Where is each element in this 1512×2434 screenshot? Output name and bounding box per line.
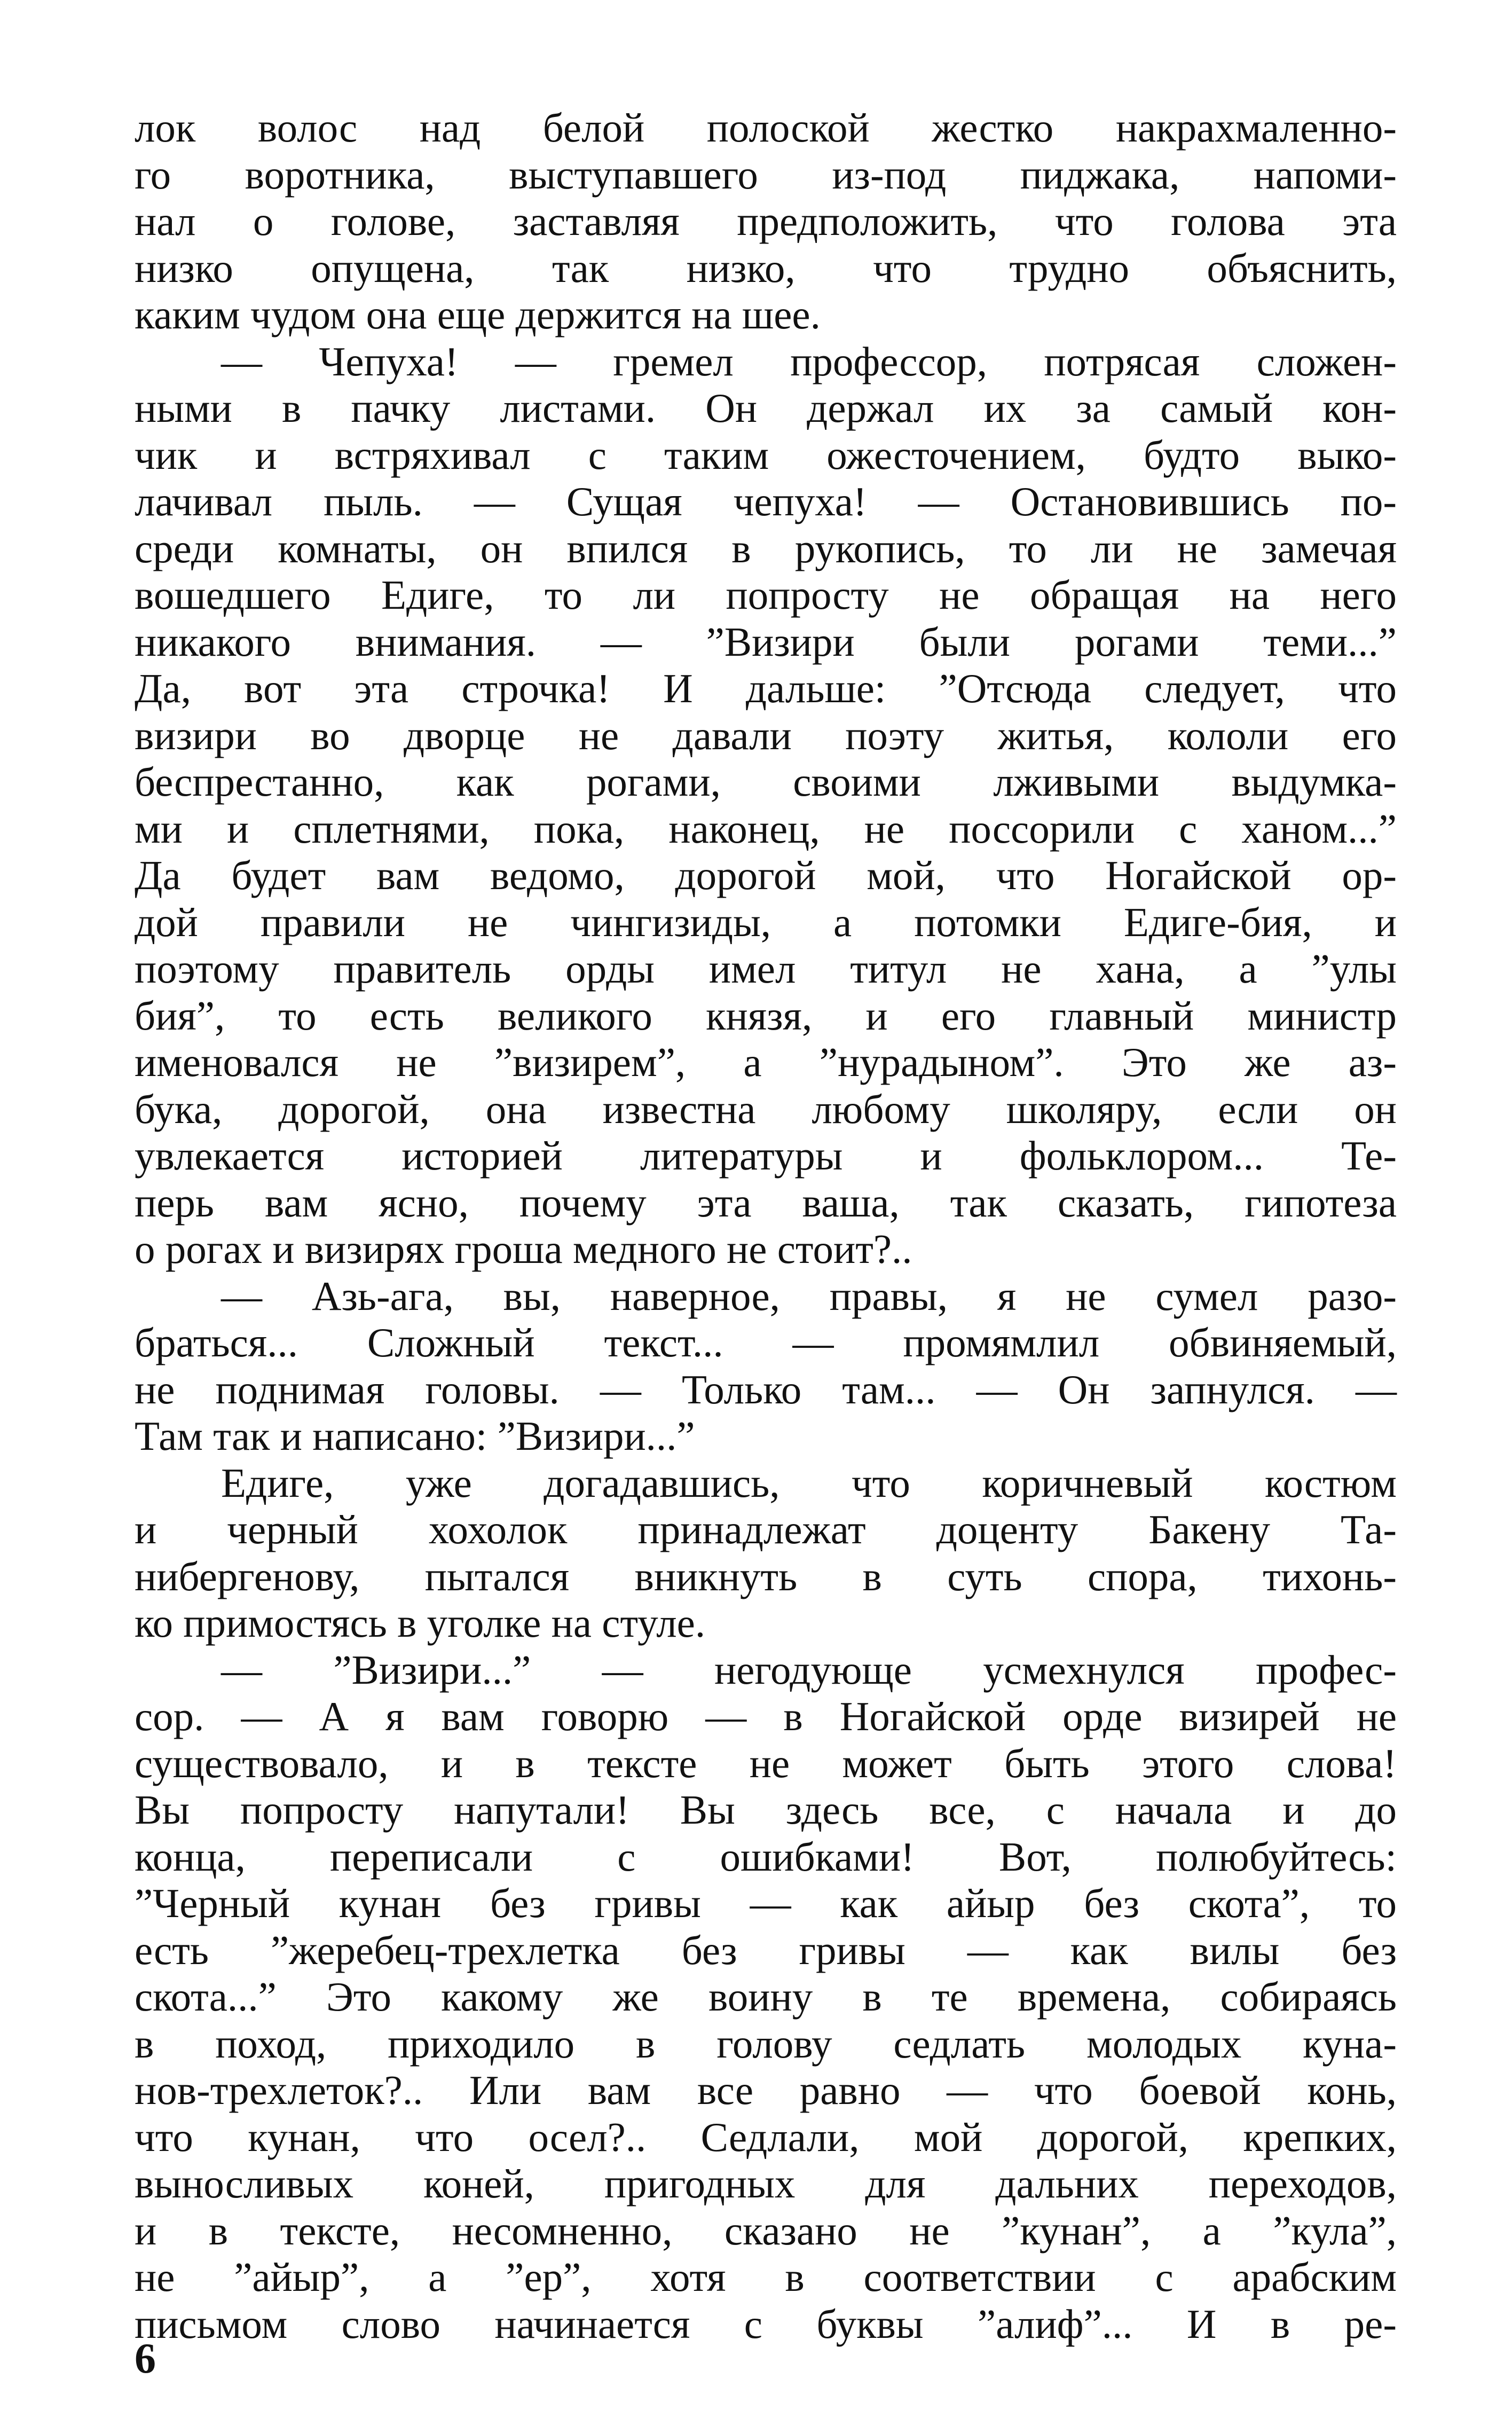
text-line: нал о голове, заставляя предположить, что голова эта [135, 198, 1397, 244]
text-line: не поднимая головы. — Только там... — Он запнулся. — [135, 1366, 1397, 1412]
text-line: письмом слово начинается с буквы ”алиф”... И в ре- [135, 2300, 1397, 2347]
text-line: чик и встряхивал с таким ожесточением, будто выко- [135, 431, 1397, 478]
text-line: поэтому правитель орды имел титул не хана, а ”улы [135, 946, 1397, 992]
text-line: Там так и написано: ”Визири...” [135, 1413, 695, 1459]
text-line: существовало, и в тексте не может быть этого слова! [135, 1740, 1397, 1786]
text-line: Вы попросту напутали! Вы здесь все, с начала и до [135, 1787, 1397, 1833]
text-line: Да, вот эта строчка! И дальше: ”Отсюда следует, что [135, 665, 1397, 711]
text-line: вошедшего Едиге, то ли попросту не обращая на него [135, 572, 1397, 618]
text-line: Да будет вам ведомо, дорогой мой, что Ногайской ор- [135, 852, 1397, 898]
text-line: го воротника, выступавшего из-под пиджака, напоми- [135, 151, 1397, 198]
text-line: лачивал пыль. — Сущая чепуха! — Остановившись по- [135, 478, 1397, 524]
text-line: беспрестанно, как рогами, своими лживыми выдумка- [135, 759, 1397, 805]
text-line: что кунан, что осел?.. Седлали, мой дорогой, крепких, [135, 2114, 1397, 2160]
text-line: каким чудом она еще держится на шее. [135, 292, 821, 337]
text-line: ко примостясь в уголке на стуле. [135, 1600, 706, 1646]
text-line: и черный хохолок принадлежат доценту Бакену Та- [135, 1506, 1397, 1552]
text-line: никакого внимания. — ”Визири были рогами теми...” [135, 618, 1397, 665]
text-line: бука, дорогой, она известна любому школяру, если он [135, 1086, 1397, 1132]
text-line: — Азь-ага, вы, наверное, правы, я не сумел разо- [221, 1273, 1397, 1319]
text-line: скота...” Это какому же воину в те времена, собираясь [135, 1974, 1397, 2020]
text-line: есть ”жеребец-трехлетка без гривы — как вилы без [135, 1927, 1397, 1973]
text-line: лок волос над белой полоской жестко накрахмаленно- [135, 105, 1397, 151]
text-line: именовался не ”визирем”, а ”нурадыном”. Это же аз- [135, 1039, 1397, 1085]
text-line: ”Черный кунан без гривы — как айыр без скота”, то [135, 1880, 1397, 1926]
text-line: браться... Сложный текст... — промямлил обвиняемый, [135, 1320, 1397, 1365]
text-line: — ”Визири...” — негодующе усмехнулся профес- [221, 1646, 1397, 1693]
text-line: нибергенову, пытался вникнуть в суть спора, тихонь- [135, 1553, 1397, 1599]
text-line: увлекается историей литературы и фольклором... Те- [135, 1133, 1397, 1179]
text-line: ными в пачку листами. Он держал их за самый кон- [135, 385, 1397, 431]
text-line: — Чепуха! — гремел профессор, потрясая сложен- [221, 338, 1397, 384]
text-line: низко опущена, так низко, что трудно объяснить, [135, 245, 1397, 291]
text-line: выносливых коней, пригодных для дальних переходов, [135, 2161, 1397, 2207]
text-line: среди комнаты, он впился в рукопись, то ли не замечая [135, 525, 1397, 571]
page-number: 6 [135, 2335, 156, 2382]
text-line: о рогах и визирях гроша медного не стоит?.. [135, 1226, 912, 1272]
text-line: нов-трехлеток?.. Или вам все равно — что боевой конь, [135, 2067, 1397, 2113]
text-line: перь вам ясно, почему эта ваша, так сказать, гипотеза [135, 1179, 1397, 1226]
text-line: и в тексте, несомненно, сказано не ”кунан”, а ”кула”, [135, 2207, 1397, 2254]
text-line: конца, переписали с ошибками! Вот, полюбуйтесь: [135, 1833, 1397, 1880]
text-line: не ”айыр”, а ”ер”, хотя в соответствии с арабским [135, 2254, 1397, 2300]
text-line: ми и сплетнями, пока, наконец, не поссорили с ханом...” [135, 805, 1397, 852]
text-line: Едиге, уже догадавшись, что коричневый костюм [221, 1459, 1397, 1506]
page-text-block [135, 105, 1397, 2347]
text-line: в поход, приходило в голову седлать молодых куна- [135, 2020, 1397, 2067]
text-line: сор. — А я вам говорю — в Ногайской орде визирей не [135, 1693, 1397, 1739]
text-line: дой правили не чингизиды, а потомки Едиге-бия, и [135, 899, 1397, 945]
text-line: бия”, то есть великого князя, и его главный министр [135, 992, 1397, 1039]
text-line: визири во дворце не давали поэту житья, кололи его [135, 712, 1397, 758]
